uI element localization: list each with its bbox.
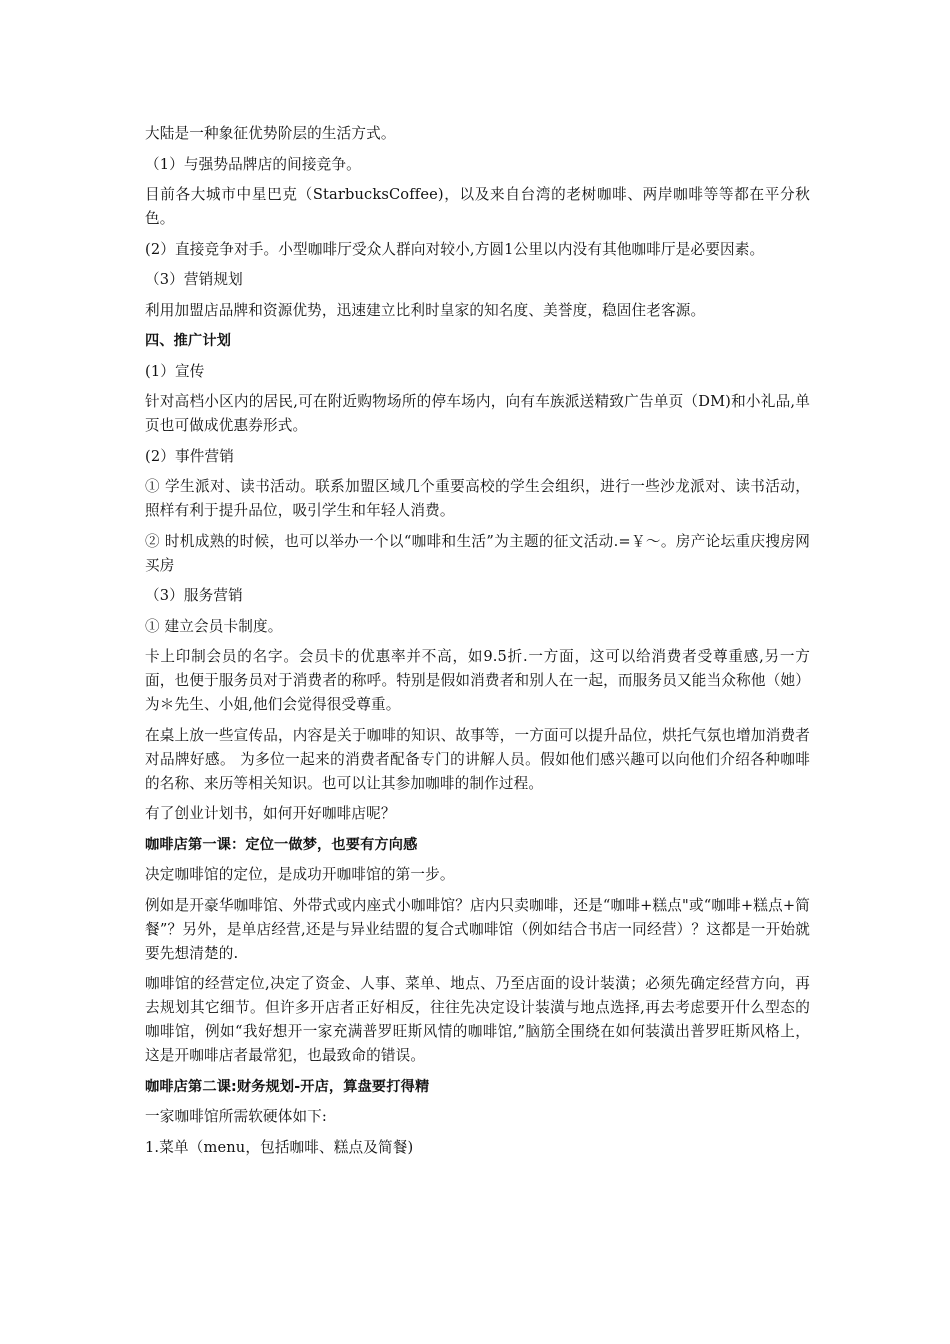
paragraph: （1）与强势品牌店的间接竞争。 <box>145 155 361 173</box>
paragraph: 大陆是一种象征优势阶层的生活方式。 <box>145 125 396 142</box>
paragraph: 在桌上放一些宣传品，内容是关于咖啡的知识、故事等，一方面可以提升品位，烘托气氛也增加消费者对品牌好感。 为多位一起来的消费者配备专门的讲解人员。假如他们感兴趣可以向他们介绍各种咖啡的名称、来历等相关知识。也可以让其参加咖啡的制作过程。 <box>145 726 810 792</box>
paragraph: 例如是开豪华咖啡馆、外带式或内座式小咖啡馆？店内只卖咖啡，还是“咖啡+糕点"或“咖啡+糕点+简餐”？另外，是单店经营,还是与异业结盟的复合式咖啡馆（例如结合书店一同经营）？这都是一开始就要先想清楚的. <box>145 896 810 962</box>
paragraph: 目前各大城市中星巴克（StarbucksCoffee)，以及来自台湾的老树咖啡、两岸咖啡等等都在平分秋色。 <box>145 186 810 227</box>
paragraph: ① 建立会员卡制度。 <box>145 617 283 635</box>
paragraph: 咖啡馆的经营定位,决定了资金、人事、菜单、地点、乃至店面的设计装潢；必须先确定经营方向，再去规划其它细节。但许多开店者正好相反，往往先决定设计装潢与地点选择,再去考虑要开什么型态的咖啡馆，例如“我好想开一家充满普罗旺斯风情的咖啡馆,”脑筋全围绕在如何装潢出普罗旺斯风格上，这是开咖啡店者最常犯，也最致命的错误。 <box>145 975 810 1064</box>
paragraph: 卡上印制会员的名字。会员卡的优惠率并不高，如9.5折.一方面，这可以给消费者受尊重感,另一方面，也便于服务员对于消费者的称呼。特别是假如消费者和别人在一起，而服务员又能当众称他（她）为＊先生、小姐,他们会觉得很受尊重。 <box>145 648 810 713</box>
paragraph: ① 学生派对、读书活动。联系加盟区域几个重要高校的学生会组织，进行一些沙龙派对、读书活动，照样有利于提升品位，吸引学生和年轻人消费。 <box>145 478 810 519</box>
section-heading: 咖啡店第一课：定位一做梦，也要有方向感 <box>145 836 418 853</box>
paragraph: ② 时机成熟的时候，也可以举办一个以“咖啡和生活”为主题的征文活动.=￥～。房产论坛重庆搜房网买房 <box>145 532 810 574</box>
section-heading: 咖啡店第二课:财务规划-开店，算盘要打得精 <box>145 1078 430 1095</box>
paragraph: (2）事件营销 <box>145 447 234 465</box>
paragraph: 决定咖啡馆的定位，是成功开咖啡馆的第一步。 <box>145 866 455 883</box>
paragraph: 一家咖啡馆所需软硬体如下: <box>145 1108 327 1125</box>
paragraph: 针对高档小区内的居民,可在附近购物场所的停车场内，向有车族派送精致广告单页（DM)和小礼品,单页也可做成优惠券形式。 <box>145 393 810 434</box>
document-page <box>145 122 810 1166</box>
paragraph: （3）营销规划 <box>145 271 243 288</box>
paragraph: (1）宣传 <box>145 362 205 380</box>
paragraph: 利用加盟店品牌和资源优势，迅速建立比利时皇家的知名度、美誉度，稳固住老客源。 <box>145 301 706 319</box>
section-heading: 四、推广计划 <box>145 333 232 349</box>
paragraph: （3）服务营销 <box>145 587 243 604</box>
paragraph: 1.菜单（menu，包括咖啡、糕点及简餐) <box>145 1138 414 1156</box>
paragraph: 有了创业计划书，如何开好咖啡店呢？ <box>145 805 396 822</box>
paragraph: (2）直接竞争对手。小型咖啡厅受众人群向对较小,方圆1公里以内没有其他咖啡厅是必要因素。 <box>145 240 765 258</box>
